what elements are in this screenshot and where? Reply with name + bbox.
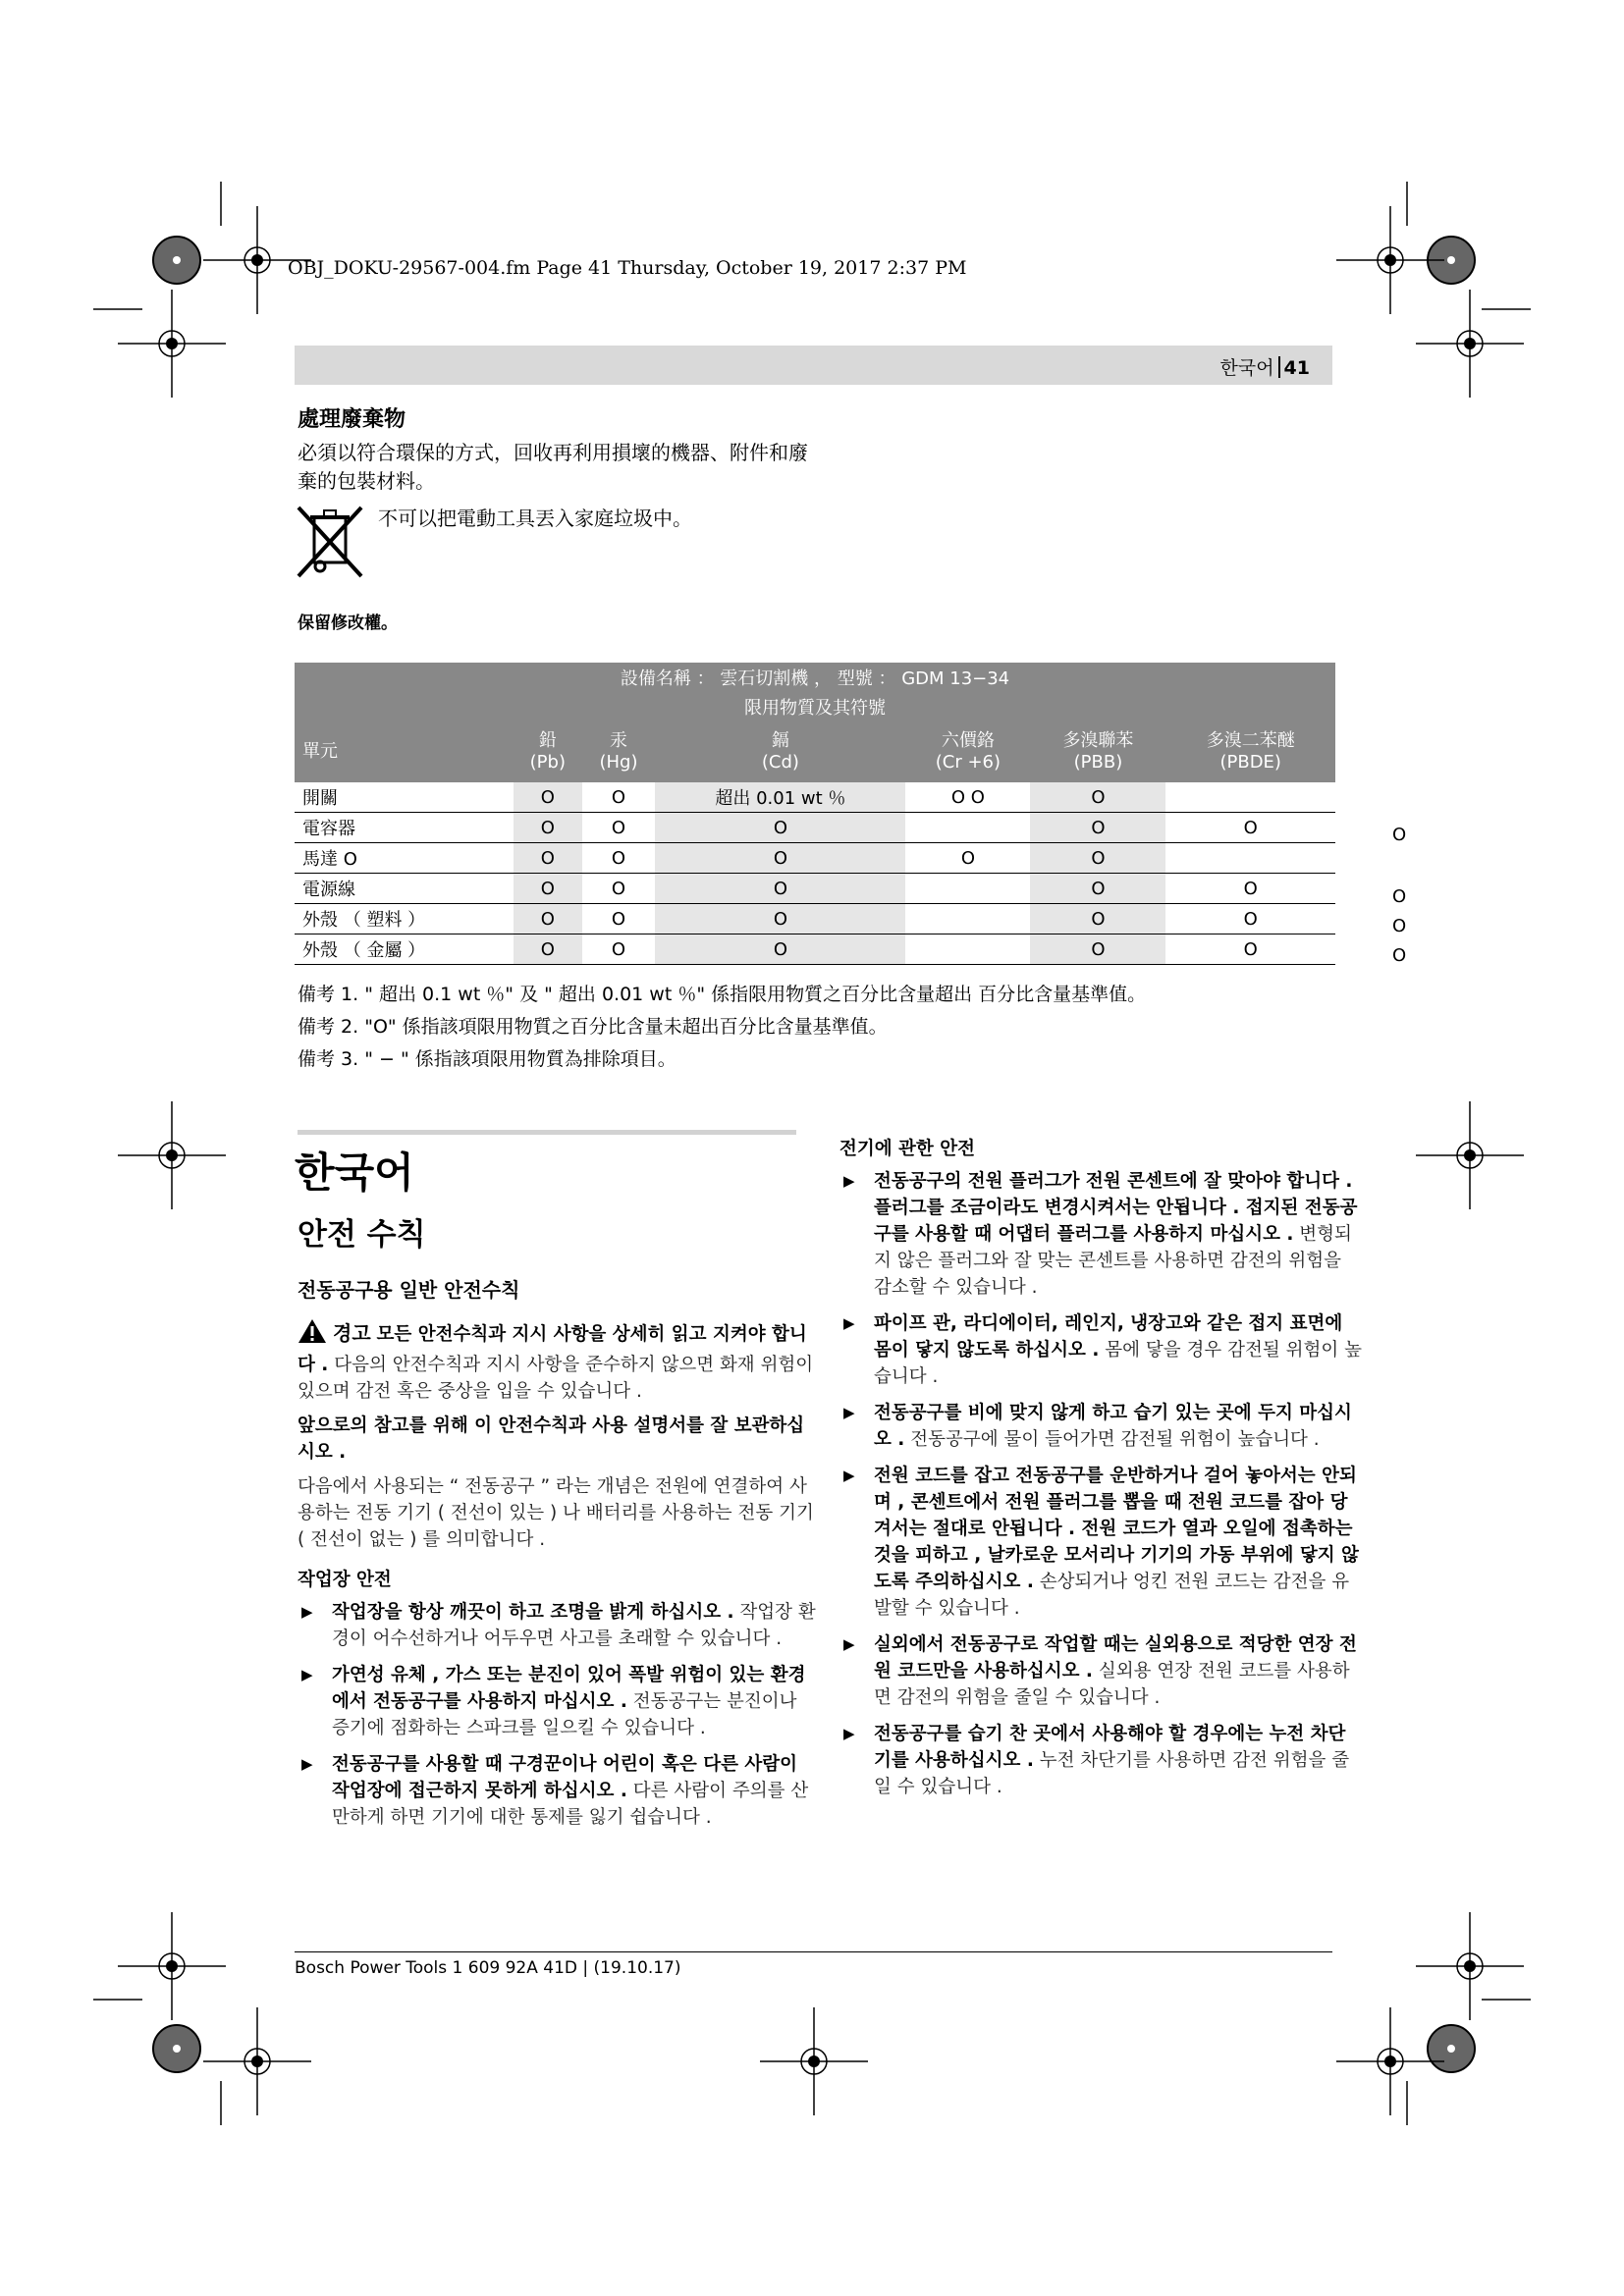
- stray-cell: O: [1392, 916, 1407, 936]
- crosshair-bottom-left: [203, 2007, 311, 2115]
- rights-reserved: 保留修改權。: [298, 614, 398, 633]
- warning-triangle-icon: [298, 1318, 327, 1352]
- table-row: 外殼 （ 金屬 ） O O O O O: [295, 934, 1335, 965]
- crosshair-right-lower: [1416, 1912, 1524, 2020]
- list-item: ▶ 전동공구를 습기 찬 곳에서 사용해야 할 경우에는 누전 차단기를 사용하십시오 . 누전 차단기를 사용하면 감전 위험을 줄일 수 있습니다 .: [843, 1724, 1350, 1797]
- note-2: 備考 2. "O" 係指該項限用物質之百分比含量未超出百分比含量基準值。: [298, 1016, 888, 1038]
- table-caption-device: 設備名稱 ： 雲石切割機 ， 型號 ： GDM 13−34: [295, 663, 1335, 692]
- list-item: ▶ 가연성 유체 , 가스 또는 분진이 있어 폭발 위험이 있는 환경에서 전동공구를 사용하지 마십시오 . 전동공구는 분진이나 증기에 점화하는 스파크를 일으킬 수 있습니다 .: [301, 1665, 806, 1738]
- power-tool-definition: 다음에서 사용되는 “ 전동공구 ” 라는 개념은 전원에 연결하여 사용하는 전동 기기 ( 전선이 있는 ) 나 배터리를 사용하는 전동 기기 ( 전선이 없는 ) 를 의미합니다 .: [298, 1476, 814, 1550]
- header-cr: 六價鉻 (Cr +6): [905, 721, 1030, 782]
- header-pbde: 多溴二苯醚 (PBDE): [1165, 721, 1335, 782]
- note-1: 備考 1. " 超出 0.1 wt ％" 及 " 超出 0.01 wt ％" 係指限用物質之百分比含量超出 百分比含量基準值。: [298, 984, 1147, 1005]
- page-footer: Bosch Power Tools 1 609 92A 41D | (19.10.17): [295, 1958, 681, 1978]
- ko-right-column: [839, 1134, 1362, 1810]
- ko-language-heading: 한국어: [295, 1148, 414, 1197]
- stray-cell: O: [1392, 945, 1407, 966]
- crosshair-left-lower: [118, 1912, 226, 2020]
- stray-cell: O: [1392, 886, 1407, 907]
- crosshair-left-mid: [118, 1101, 226, 1209]
- registration-wheel-bottom-right: [1428, 2025, 1475, 2072]
- stray-cell: O: [1392, 825, 1407, 845]
- registration-wheel-bottom-left: [153, 2025, 200, 2072]
- zh-disposal-heading: 處理廢棄物: [298, 407, 406, 432]
- crosshair-top-right: [1336, 206, 1444, 314]
- ko-safety-heading: 안전 수칙: [298, 1217, 426, 1253]
- keep-instructions: 앞으로의 참고를 위해 이 안전수칙과 사용 설명서를 잘 보관하십시오 .: [298, 1415, 805, 1463]
- warning-paragraph: [298, 1318, 820, 1405]
- list-item: ▶ 실외에서 전동공구로 작업할 때는 실외용으로 적당한 연장 전원 코드만을 사용하십시오 . 실외용 연장 전원 코드를 사용하면 감전의 위험을 줄일 수 있습니다 .: [843, 1634, 1357, 1708]
- ko-left-column: [298, 1318, 820, 1841]
- table-row: 電源線 O O O O O: [295, 874, 1335, 904]
- header-cd: 鎘 (Cd): [655, 721, 905, 782]
- list-item: ▶ 작업장을 항상 깨끗이 하고 조명을 밝게 하십시오 . 작업장 환경이 어수선하거나 어두우면 사고를 초래할 수 있습니다 .: [301, 1602, 816, 1649]
- footer-rule: [295, 1951, 1332, 1952]
- file-slug: OBJ_DOKU-29567-004.fm Page 41 Thursday, October 19, 2017 2:37 PM: [288, 257, 967, 279]
- warning-label: 경고: [333, 1321, 371, 1345]
- warning-bold: 모든 안전수칙과 지시 사항을 상세히 읽고 지켜야 합니다 .: [298, 1324, 807, 1375]
- table-row: 外殼 （ 塑料 ） O O O O O: [295, 904, 1335, 934]
- crossed-out-wheelie-bin-icon: [295, 504, 365, 580]
- header-pbb: 多溴聯苯 (PBB): [1030, 721, 1165, 782]
- warning-text: 다음의 안전수칙과 지시 사항을 준수하지 않으면 화재 위험이 있으며 감전 혹은 중상을 입을 수 있습니다 .: [298, 1355, 814, 1402]
- header-hg: 汞 (Hg): [582, 721, 656, 782]
- list-item: ▶ 전원 코드를 잡고 전동공구를 운반하거나 걸어 놓아서는 안되며 , 콘센트에서 전원 플러그를 뽑을 때 전원 코드를 잡아 당겨서는 절대로 안됩니다 . 전원 코드가 열과 오일에 접촉하는 것을 피하고 , 날카로운 모서리나 기기의 가동 부위에 닿지 않도록 주의하십시오 . 손상되거나 엉킨 전원 코드는 감전을 유발할 수 있습니다 .: [843, 1466, 1359, 1619]
- work-area-heading: 작업장 안전: [298, 1570, 392, 1590]
- header-unit: 單元: [295, 721, 514, 782]
- page-header-bar: [295, 346, 1332, 385]
- zh-disposal-paragraph: 必須以符合環保的方式，回收再利用損壞的機器、附件和廢棄的包裝材料。: [298, 441, 808, 493]
- page-number: 41: [1283, 357, 1310, 379]
- table-row: 電容器 O O O O O: [295, 813, 1335, 843]
- header-pb: 鉛 (Pb): [514, 721, 582, 782]
- crosshair-left-upper: [118, 290, 226, 398]
- bin-notice: 不可以把電動工具丟入家庭垃圾中。: [378, 507, 692, 530]
- table-row: 開關 O O 超出 0.01 wt ％ O O O: [295, 782, 1335, 813]
- registration-wheel-top-left: [153, 237, 200, 284]
- section-rule: [298, 1130, 796, 1135]
- crosshair-bottom-center: [760, 2007, 868, 2115]
- list-item: ▶ 전동공구를 사용할 때 구경꾼이나 어린이 혹은 다른 사람이 작업장에 접근하지 못하게 하십시오 . 다른 사람이 주의를 산만하게 하면 기기에 대한 통제를 잃기 쉽습니다 .: [301, 1754, 809, 1828]
- crosshair-bottom-right: [1336, 2007, 1444, 2115]
- list-item: ▶ 파이프 관, 라디에이터, 레인지, 냉장고와 같은 접지 표면에 몸이 닿지 않도록 하십시오 . 몸에 닿을 경우 감전될 위험이 높습니다 .: [843, 1313, 1362, 1387]
- table-row: 馬達 O O O O O O: [295, 843, 1335, 874]
- table-caption-substances: 限用物質及其符號: [295, 692, 1335, 721]
- crosshair-right-mid: [1416, 1101, 1524, 1209]
- list-item: ▶ 전동공구를 비에 맞지 않게 하고 습기 있는 곳에 두지 마십시오 . 전동공구에 물이 들어가면 감전될 위험이 높습니다 .: [843, 1403, 1352, 1450]
- electrical-safety-heading: 전기에 관한 안전: [839, 1139, 975, 1159]
- ko-general-safety-heading: 전동공구용 일반 안전수칙: [298, 1278, 520, 1302]
- rohs-table: [295, 663, 1335, 965]
- list-item: ▶ 전동공구의 전원 플러그가 전원 콘센트에 잘 맞아야 합니다 . 플러그를 조금이라도 변경시켜서는 안됩니다 . 접지된 전동공구를 사용할 때 어댑터 플러그를 사용하지 마십시오 . 변형되지 않은 플러그와 잘 맞는 콘센트를 사용하면 감전의 위험을 감소할 수 있습니다 .: [843, 1171, 1358, 1298]
- crosshair-right-upper: [1416, 290, 1524, 398]
- header-language: 한국어: [1219, 357, 1274, 379]
- page-header: [1219, 353, 1310, 380]
- note-3: 備考 3. " − " 係指該項限用物質為排除項目。: [298, 1048, 677, 1070]
